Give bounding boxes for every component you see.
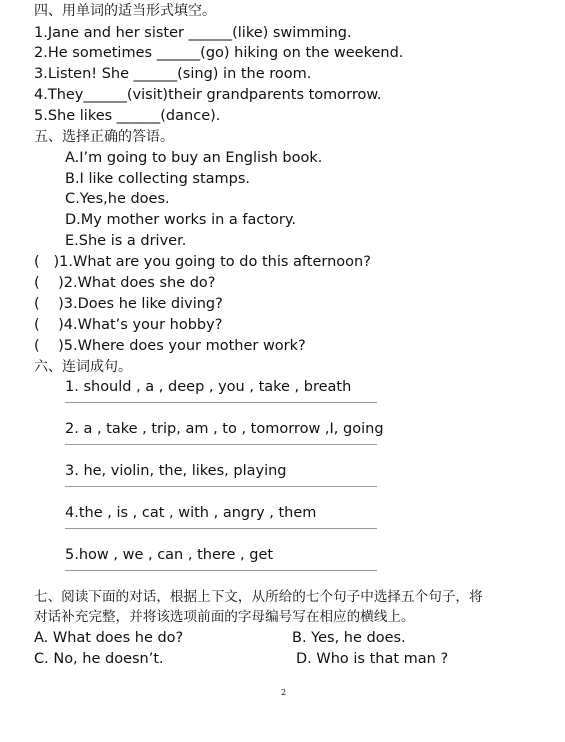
section5-option-a: A.I’m going to buy an English book. <box>65 150 323 166</box>
section6-item-4: 4.the , is , cat , with , angry , them <box>65 505 317 521</box>
answer-line-2[interactable] <box>65 444 377 445</box>
section7-heading-line2: 对话补充完整，并将该选项前面的字母编号写在相应的横线上。 <box>34 609 415 625</box>
section7-option-d: D. Who is that man ? <box>296 651 449 667</box>
section4-item-4: 4.They______(visit)their grandparents tomorrow. <box>34 87 382 103</box>
page-number: 2 <box>281 688 287 697</box>
answer-line-5[interactable] <box>65 570 377 571</box>
section5-option-d: D.My mother works in a factory. <box>65 212 297 228</box>
section7-option-a: A. What does he do? <box>34 630 184 646</box>
section5-heading: 五、选择正确的答语。 <box>34 129 174 145</box>
section5-question-2: ( )2.What does she do? <box>34 275 216 291</box>
answer-line-4[interactable] <box>65 528 377 529</box>
section5-option-e: E.She is a driver. <box>65 233 187 249</box>
section7-heading-line1: 七、阅读下面的对话，根据上下文，从所给的七个句子中选择五个句子，将 <box>34 589 483 605</box>
section6-item-1: 1. should , a , deep , you , take , breath <box>65 379 352 395</box>
section4-item-2: 2.He sometimes ______(go) hiking on the weekend. <box>34 45 404 61</box>
section7-option-b: B. Yes, he does. <box>292 630 406 646</box>
section4-heading: 四、用单词的适当形式填空。 <box>34 3 216 19</box>
section5-option-c: C.Yes,he does. <box>65 191 170 207</box>
section5-question-1: ( )1.What are you going to do this afternoon? <box>34 254 371 270</box>
section6-item-3: 3. he, violin, the, likes, playing <box>65 463 287 479</box>
answer-line-3[interactable] <box>65 486 377 487</box>
section5-question-5: ( )5.Where does your mother work? <box>34 338 306 354</box>
section6-item-5: 5.how , we , can , there , get <box>65 547 274 563</box>
section7-option-c: C. No, he doesn’t. <box>34 651 164 667</box>
section4-item-5: 5.She likes ______(dance). <box>34 108 221 124</box>
section6-heading: 六、连词成句。 <box>34 359 132 375</box>
section5-option-b: B.I like collecting stamps. <box>65 171 251 187</box>
section6-item-2: 2. a , take , trip, am , to , tomorrow ,I, going <box>65 421 384 437</box>
section4-item-3: 3.Listen! She ______(sing) in the room. <box>34 66 312 82</box>
section4-item-1: 1.Jane and her sister ______(like) swimming. <box>34 25 352 41</box>
section5-question-3: ( )3.Does he like diving? <box>34 296 223 312</box>
section5-question-4: ( )4.What’s your hobby? <box>34 317 223 333</box>
answer-line-1[interactable] <box>65 402 377 403</box>
